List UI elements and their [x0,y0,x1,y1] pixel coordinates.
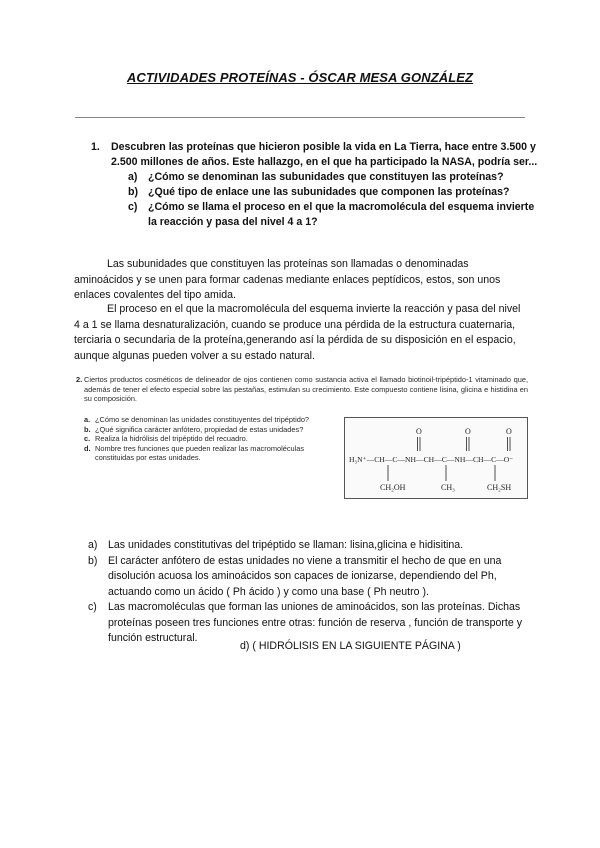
answer-letter: a) [88,539,98,551]
question-1-number: 1. [91,141,100,153]
sub-text: ¿Cómo se denominan las subunidades que constituyen las proteínas? [148,171,504,183]
sub-text: ¿Cómo se llama el proceso en el que la macromolécula del esquema invierte la reacción y pasa del nivel 4 a 1? [148,201,535,228]
tripeptide-structure [345,418,527,498]
answers-2 [88,538,538,647]
sub-letter: c) [128,201,138,213]
sub-letter: d. [84,443,91,453]
answer-2-d: d) ( HIDRÓLISIS EN LA SIGUIENTE PÁGINA ) [240,640,461,652]
tripeptide-structure-box [344,417,528,499]
sub-text: ¿Qué significa carácter anfótero, propiedad de estas unidades? [95,424,304,434]
question-2-image [76,375,528,507]
answer-text: Las macromoléculas que forman las uniones de aminoácidos, son las proteínas. Dichas proteínas poseen tres funciones entre otras: función de reserva , función de transporte y función estructural. [108,601,522,644]
peptide-backbone: H₃N⁺—CH—C—NH—CH—C—NH—CH—C—O⁻ [349,455,514,464]
sub-letter: c. [84,434,91,443]
sub-letter: b. [84,424,91,434]
question-1-sub-b [128,185,541,200]
carbonyl-o-1: O [416,427,422,436]
question-2-number: 2. [76,375,83,384]
side-chain-1: CH₂OH [380,483,406,492]
sub-text: ¿Cómo se denominan las unidades constituyentes del tripéptido? [95,415,310,424]
question-2-text: Ciertos productos cosméticos de delineador de ojos contienen como sustancia activa el llamado biotinoil-tripéptido-1 vitaminado que, además de tener el efecto especial sobre las pestañas, estimulan su crecimiento. Este compuesto contiene lisina, glicina e histidina en su composición. [84,375,528,403]
question-2-sub-b [84,425,322,435]
sub-letter: a) [128,171,138,183]
sub-text: Realiza la hidrólisis del tripéptido del recuadro. [95,434,248,443]
question-2-sub-c [84,434,322,444]
answer-1-paragraph-1: Las subunidades que constituyen las proteínas son llamadas o denominadas aminoácidos y se unen para formar cadenas mediante enlaces peptídicos, estos, son unos enlaces covalentes del tipo amida. [74,258,501,301]
question-2-subs [84,415,322,463]
answer-2-a [88,538,538,554]
question-1-text: Descubren las proteínas que hicieron posible la vida en La Tierra, hace entre 3.500 y 2.500 millones de años. Este hallazgo, en el que ha participado la NASA, podría ser... [111,141,538,168]
question-1-sub-c [128,200,541,230]
sub-text: Nombre tres funciones que pueden realizar las macromoléculas constituidas por estas unidades. [95,443,305,462]
question-1 [91,140,541,230]
answer-2-b [88,554,538,601]
title-divider [75,117,525,118]
question-2-sub-d [84,444,322,463]
side-chain-2: CH₃ [441,483,455,492]
answer-1-paragraph-2: El proceso en el que la macromolécula del esquema invierte la reacción y pasa del nivel 4 a 1 se llama desnaturalización, cuando se produce una pérdida de la estructura cuaternaria, terciaria o secundaria de la proteína,generando así la pérdida de su disposición en el espacio, aunque algunas pueden volver a su estado natural. [74,303,521,362]
answer-letter: b) [88,554,98,567]
question-2-sub-a [84,415,322,425]
sub-text: ¿Qué tipo de enlace une las subunidades que componen las proteínas? [148,186,510,198]
carbonyl-o-3: O [506,427,512,436]
carbonyl-o-2: O [465,427,471,436]
question-2-statement [76,375,528,404]
answer-text: El carácter anfótero de estas unidades no viene a transmitir el hecho de que en una disolución acuosa los aminoácidos son capaces de ionizarse, dependiendo del Ph, actuando como un ácido ( Ph ácido ) y como una base ( Ph neutro ). [108,554,502,598]
sub-letter: b) [128,186,138,198]
question-1-sub-a [128,170,541,185]
sub-letter: a. [84,415,91,424]
answer-letter: c) [88,601,97,613]
page-title: ACTIVIDADES PROTEÍNAS - ÓSCAR MESA GONZÁLEZ [126,70,474,85]
answer-text: Las unidades constitutivas del tripéptido se llaman: lisina,glicina e hidisitina. [108,539,464,551]
side-chain-3: CH₂SH [487,483,512,492]
